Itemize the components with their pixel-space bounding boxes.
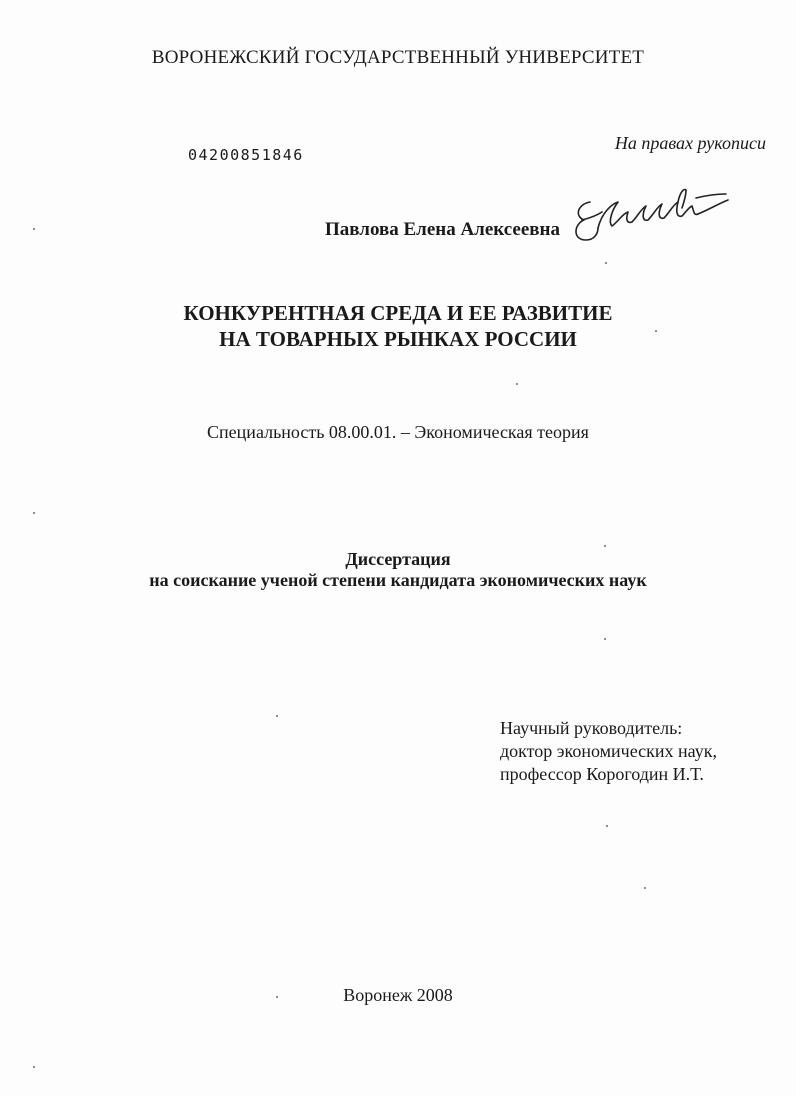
scan-speck <box>655 330 657 332</box>
advisor-block <box>500 717 717 786</box>
rights-note: На правах рукописи <box>614 133 766 153</box>
scan-speck <box>606 825 608 827</box>
university-name: ВОРОНЕЖСКИЙ ГОСУДАРСТВЕННЫЙ УНИВЕРСИТЕТ <box>151 47 645 68</box>
scan-speck <box>276 715 278 717</box>
scan-speck <box>516 383 518 385</box>
scan-speck <box>604 638 606 640</box>
degree-statement-line-2: на соискание ученой степени кандидата экономических наук <box>149 570 647 590</box>
scan-speck <box>33 1066 35 1068</box>
degree-statement <box>0 549 796 591</box>
title-line-1: КОНКУРЕНТНАЯ СРЕДА И ЕЕ РАЗВИТИЕ <box>183 301 613 325</box>
scan-speck <box>276 996 278 998</box>
specialty-line: Специальность 08.00.01. – Экономическая теория <box>207 422 589 442</box>
city-year: Воронеж 2008 <box>343 985 453 1005</box>
degree-statement-line-1: Диссертация <box>345 549 451 569</box>
handwritten-signature <box>568 182 738 252</box>
advisor-line-2: доктор экономических наук, <box>500 741 717 761</box>
title-line-2: НА ТОВАРНЫХ РЫНКАХ РОССИИ <box>219 327 577 351</box>
dissertation-title <box>0 300 796 352</box>
scan-speck <box>33 512 35 514</box>
advisor-line-1: Научный руководитель: <box>500 718 683 738</box>
scan-speck <box>33 228 35 230</box>
scan-speck <box>644 887 646 889</box>
advisor-line-3: профессор Корогодин И.Т. <box>500 764 704 784</box>
scan-speck <box>604 545 606 547</box>
document-code: 04200851846 <box>188 146 304 164</box>
author-name: Павлова Елена Алексеевна <box>325 219 560 240</box>
scan-speck <box>605 262 607 264</box>
